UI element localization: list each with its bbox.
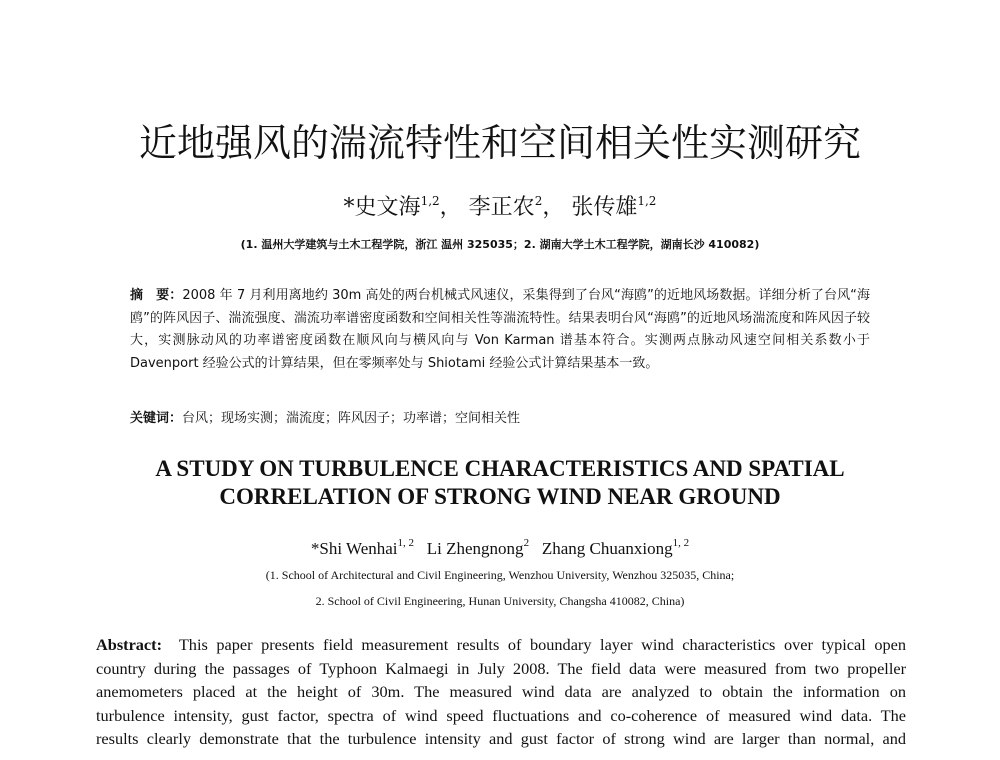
author-en-3: Zhang Chuanxiong$^{1, 2}$ bbox=[541, 537, 690, 558]
abstract-cn bbox=[130, 285, 870, 375]
abstract-en bbox=[96, 633, 906, 751]
paper-title-en-line1: A STUDY ON TURBULENCE CHARACTERISTICS AND SPATIAL bbox=[155, 456, 845, 481]
author-en-1: *Shi Wenhai$^{1, 2}$ bbox=[310, 537, 415, 558]
paper-title-en bbox=[100, 455, 900, 511]
abstract-en-line: anemometers placed at the height of 30m. The measured wind data are analyzed to obtain the information on bbox=[96, 682, 906, 701]
affiliation-en-1: (1. School of Architectural and Civil Engineering, Wenzhou University, Wenzhou 325035, China; bbox=[265, 568, 735, 582]
author-cn-1: *史文海$^{1,2}$， bbox=[343, 194, 462, 220]
keywords-cn-text: 台风；现场实测；湍流度；阵风因子；功率谱；空间相关性 bbox=[182, 411, 521, 426]
author-en-2: Li Zhengnong$^2$ bbox=[426, 537, 530, 558]
author-cn-2: 李正农$^2$， bbox=[468, 194, 565, 220]
authors-cn bbox=[0, 190, 1000, 221]
paper-title-en-line2: CORRELATION OF STRONG WIND NEAR GROUND bbox=[219, 484, 781, 509]
abstract-cn-text: 2008 年 7 月利用离地约 30m 高处的两台机械式风速仪，采集得到了台风“海鸥”的近地风场数据。详细分析了台风“海鸥”的阵风因子、湍流强度、湍流功率谱密度函数和空间相关性等湍流特性。结果表明台风“海鸥”的近地风场湍流度和阵风因子较大，实测脉动风的功率谱密度函数在顺风向与横风向与 Von Karman 谱基本符合。实测两点脉动风速空间相关系数小于 Davenport 经验公式的计算结果，但在零频率处与 Shiotami 经验公式计算结果基本一致。 bbox=[130, 288, 870, 371]
abstract-en-line: country during the passages of Typhoon Kalmaegi in July 2008. The field data were measured from two propeller bbox=[96, 658, 906, 678]
abstract-cn-label: 摘 要： bbox=[130, 288, 183, 303]
abstract-en-label: Abstract: bbox=[96, 635, 163, 654]
keywords-cn-label: 关键词： bbox=[130, 411, 183, 426]
authors-en bbox=[0, 537, 1000, 559]
author-cn-3: 张传雄$^{1,2}$ bbox=[571, 194, 657, 220]
paper-title-cn: 近地强风的湍流特性和空间相关性实测研究 bbox=[138, 121, 861, 165]
affiliation-cn: (1. 温州大学建筑与土木工程学院，浙江 温州 325035；2. 湖南大学土木工程学院，湖南长沙 410082) bbox=[240, 238, 760, 251]
abstract-en-line: turbulence intensity, gust factor, spectra of wind speed fluctuations and co-coherence of measured wind data. The bbox=[96, 705, 906, 725]
abstract-en-line: Abstract: This paper presents field measurement results of boundary layer wind characteristics over typical open bbox=[96, 635, 906, 654]
affiliation-en-2: 2. School of Civil Engineering, Hunan University, Changsha 410082, China) bbox=[315, 594, 685, 608]
abstract-en-line: results clearly demonstrate that the turbulence intensity and gust factor of strong wind are larger than normal, and bbox=[96, 729, 906, 748]
keywords-cn bbox=[130, 408, 870, 430]
